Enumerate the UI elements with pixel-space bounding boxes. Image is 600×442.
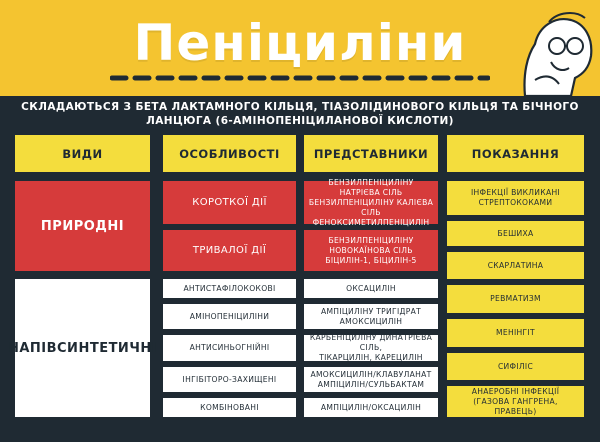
rep-line: АМОКСИЦИЛІН [339, 316, 403, 326]
indication-anaerobic [447, 386, 584, 417]
reps-antistaph [304, 279, 438, 298]
rep-line: АМПІЦИЛІН/СУЛЬБАКТАМ [317, 379, 425, 389]
indication-scarlet-fever: СКАРЛАТИНА [447, 252, 584, 279]
rep-line: БЕНЗИЛПЕНІЦИЛІНУ НАТРІЄВА СІЛЬ [328, 177, 414, 197]
header-features: ОСОБЛИВОСТІ [163, 135, 296, 172]
type-natural: ПРИРОДНІ [15, 181, 150, 271]
feature-short-acting: КОРОТКОЇ ДІЇ [163, 181, 296, 224]
indication-syphilis: СИФІЛІС [447, 353, 584, 380]
header-representatives: ПРЕДСТАВНИКИ [304, 135, 438, 172]
rep-line: БЕНЗИЛПЕНІЦИЛІНУ [328, 235, 414, 245]
header-indications: ПОКАЗАННЯ [447, 135, 584, 172]
rep-line: АМПІЦИЛІН/ОКСАЦИЛІН [320, 402, 422, 412]
rep-line: ФЕНОКСИМЕТИЛПЕНІЦИЛІН [312, 217, 430, 227]
indication-rheumatism: РЕВМАТИЗМ [447, 285, 584, 313]
reps-aminopenicillins [304, 304, 438, 329]
indication-erysipelas: БЕШИХА [447, 221, 584, 246]
header-types: ВИДИ [15, 135, 150, 172]
feature-long-acting: ТРИВАЛОЇ ДІЇ [163, 230, 296, 271]
reps-long-acting [304, 230, 438, 271]
indication-line: (ГАЗОВА ГАНГРЕНА, ПРАВЕЦЬ) [473, 396, 558, 416]
rep-line: АМПІЦИЛІНУ ТРИГІДРАТ [320, 306, 422, 316]
feature-inhibitor-protected: ІНГІБІТОРО-ЗАХИЩЕНІ [163, 367, 296, 392]
type-semisynthetic: НАПІВСИНТЕТИЧНІ [15, 279, 150, 417]
feature-aminopenicillins: АМІНОПЕНІЦИЛІНИ [163, 304, 296, 329]
rep-line: ОКСАЦИЛІН [346, 283, 396, 293]
feature-antistaph: АНТИСТАФІЛОКОКОВІ [163, 279, 296, 298]
rep-line: ТІКАРЦИЛІН, КАРЕЦИЛІН [319, 353, 423, 362]
dashed-underline [110, 74, 490, 82]
header-banner [0, 0, 600, 96]
rep-line: БІЦИЛІН-1, БІЦИЛІН-5 [325, 255, 417, 265]
indication-line: СТРЕПТОКОКАМИ [478, 198, 553, 207]
rep-line: АМОКСИЦИЛІН/КЛАВУЛАНАТ [310, 369, 432, 379]
reps-short-acting [304, 177, 438, 227]
indication-meningitis: МЕНІНГІТ [447, 319, 584, 347]
feature-antipseudomonal: АНТИСИНЬОГНІЙНІ [163, 335, 296, 361]
thinking-man-icon [505, 4, 597, 96]
rep-line: НОВОКАЇНОВА СІЛЬ [329, 245, 413, 255]
indication-strep [447, 181, 584, 215]
page-title: Пеніциліни [133, 14, 467, 72]
reps-inhibitor-protected [304, 367, 438, 392]
subtitle: СКЛАДАЮТЬСЯ З БЕТА ЛАКТАМНОГО КІЛЬЦЯ, ТІАЗОЛІДИНОВОГО КІЛЬЦЯ ТА БІЧНОГО ЛАНЦЮГА (6-АМІНОПЕНІЦИЛАНОВОЇ КИСЛОТИ) [21, 101, 579, 127]
indication-line: ІНФЕКЦІЇ ВИКЛИКАНІ [470, 188, 561, 197]
rep-line: КАРБЕНІЦИЛІНУ ДИНАТРІЄВА СІЛЬ, [309, 333, 433, 352]
reps-antipseudomonal [304, 335, 438, 361]
indication-line: АНАЕРОБНІ ІНФЕКЦІЇ [471, 386, 560, 396]
reps-combined [304, 398, 438, 417]
feature-combined: КОМБІНОВАНІ [163, 398, 296, 417]
rep-line: БЕНЗИЛПЕНІЦИЛІНУ КАЛІЄВА СІЛЬ [308, 197, 434, 217]
